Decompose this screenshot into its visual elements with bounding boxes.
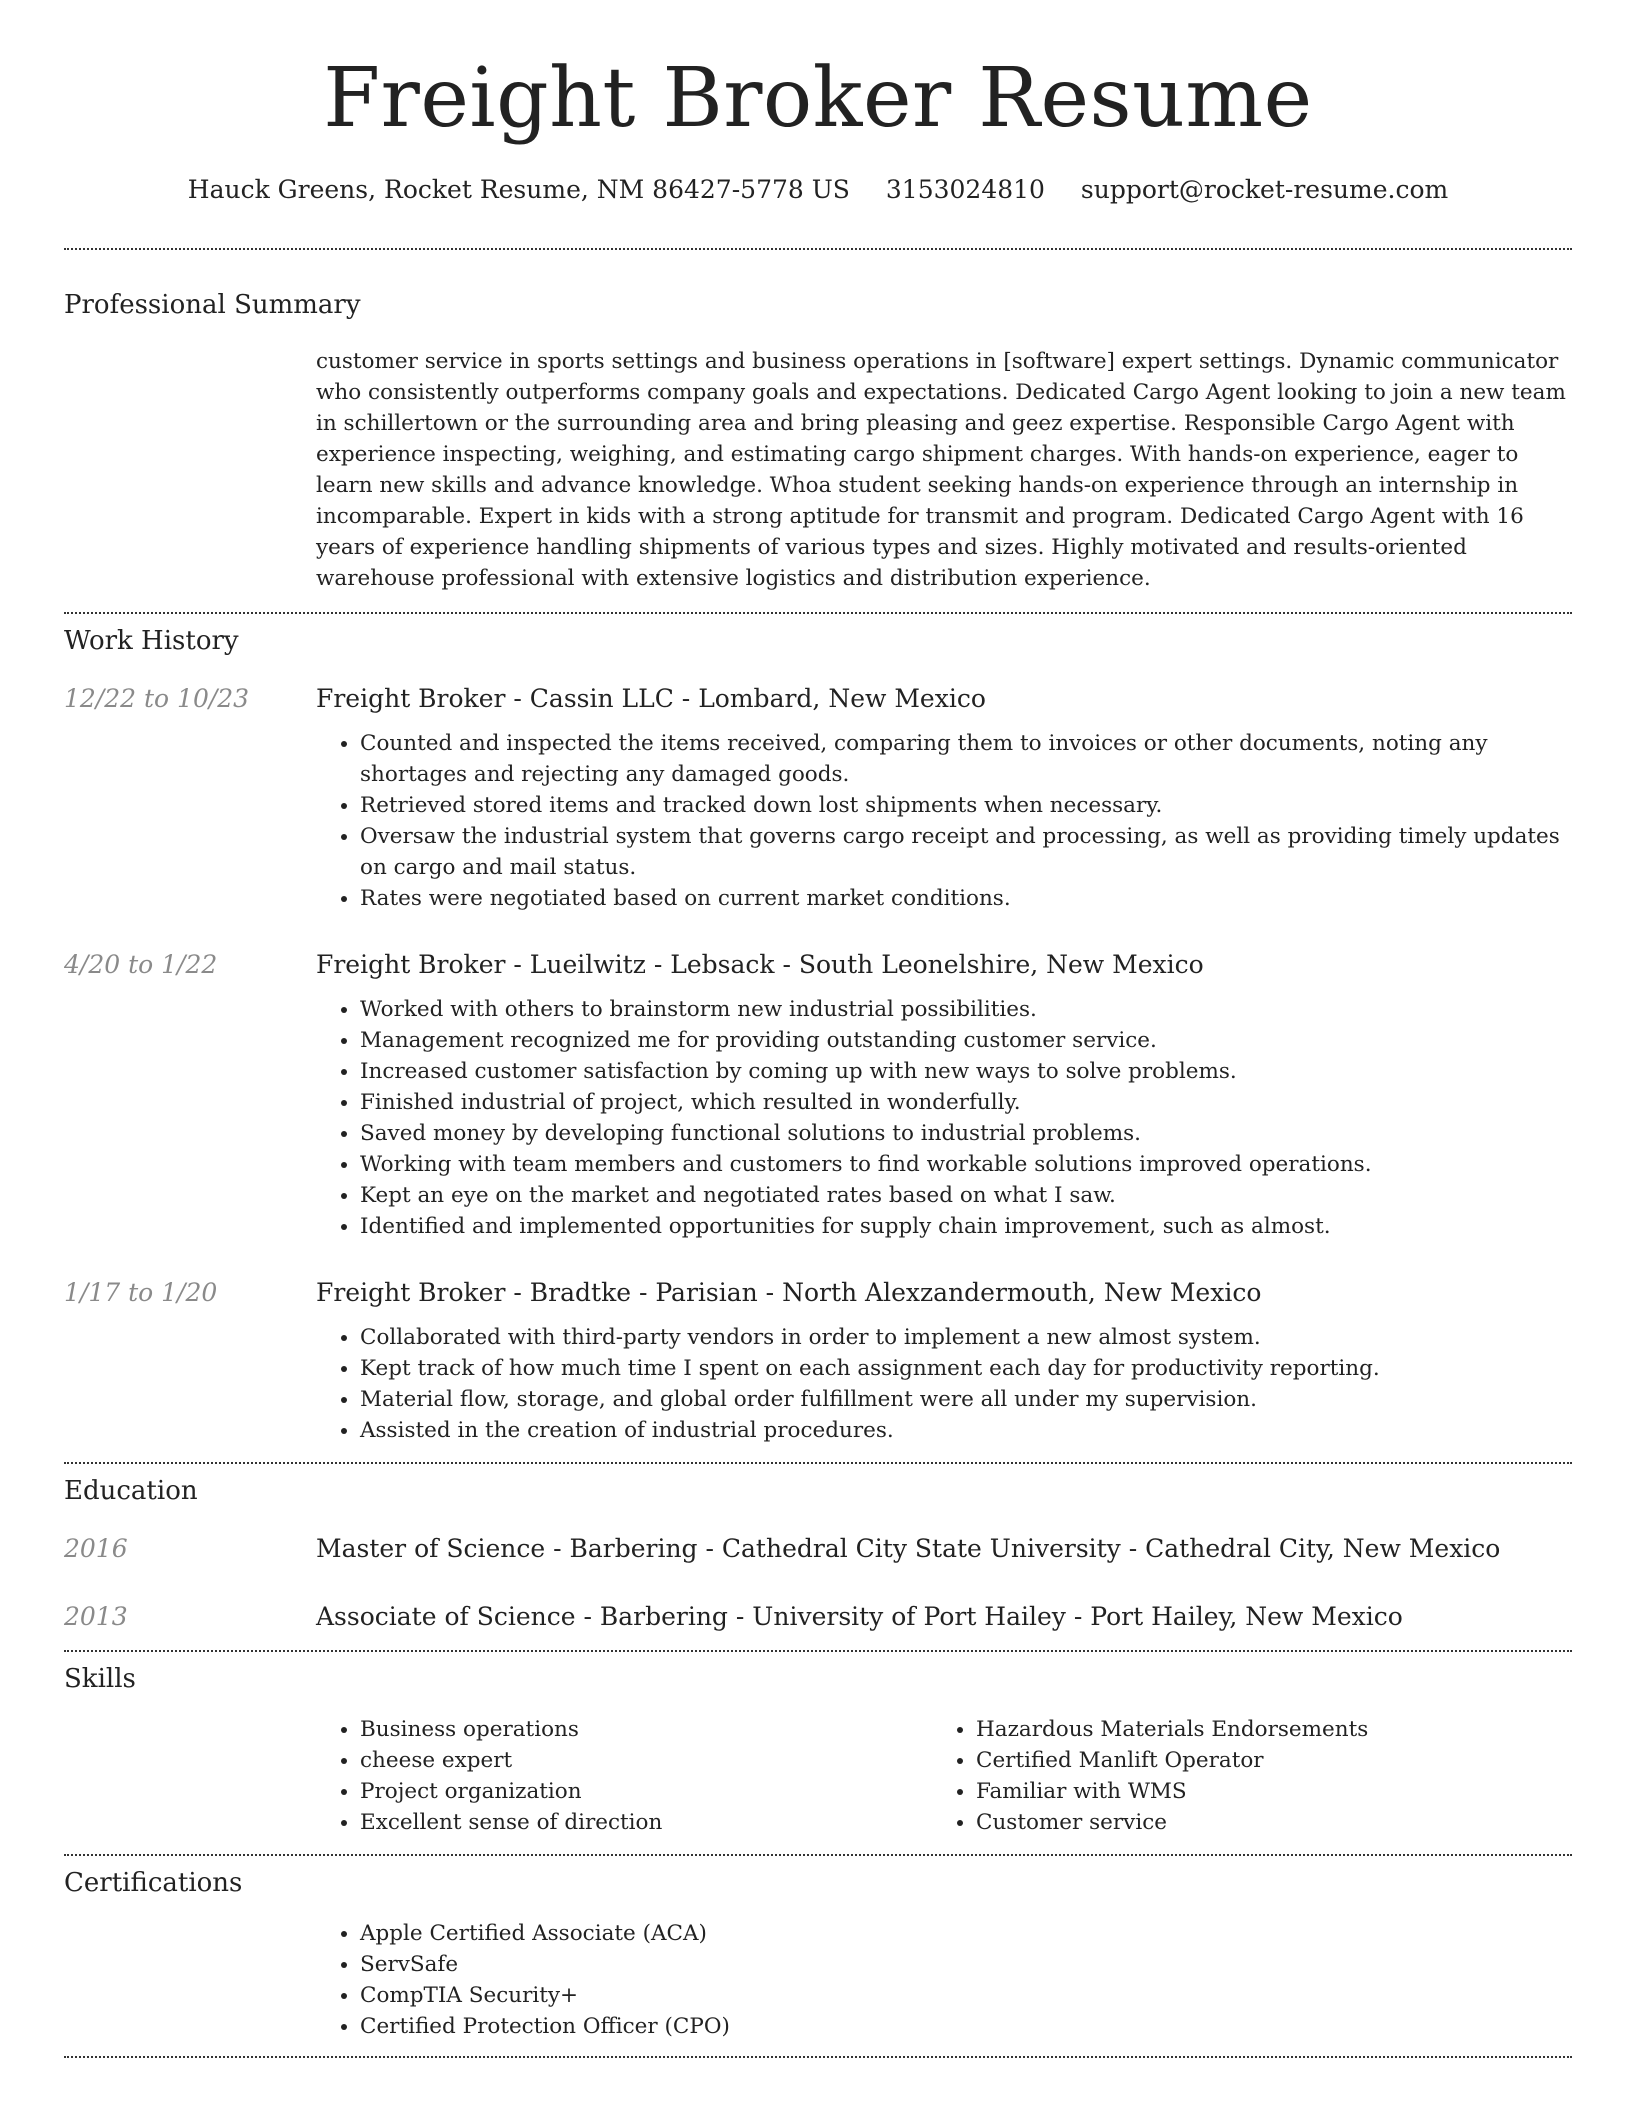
skill-item: • Familiar with WMS — [976, 1776, 1548, 1807]
section-divider — [64, 248, 1572, 250]
list-item: • Oversaw the industrial system that governs cargo receipt and processing, as well as providing timely updates on cargo and mail status. — [360, 821, 1572, 883]
certification-item: • CompTIA Security+ — [360, 1980, 1572, 2011]
job-date: 12/22 to 10/23 — [64, 684, 250, 713]
resume-title: Freight Broker Resume — [323, 51, 1313, 146]
skill-item: • cheese expert — [360, 1745, 932, 1776]
job-title: Freight Broker - Bradtke - Parisian - North Alexzandermouth, New Mexico — [316, 1278, 1262, 1307]
certification-item: • ServSafe — [360, 1949, 1572, 1980]
skills-list — [316, 1714, 1572, 1838]
job-bullets — [316, 994, 1572, 1242]
education-entry — [64, 1532, 1572, 1566]
list-item: • Saved money by developing functional solutions to industrial problems. — [360, 1118, 1572, 1149]
education-degree: Associate of Science - Barbering - University of Port Hailey - Port Hailey, New Mexico — [316, 1602, 1403, 1631]
certifications-list — [316, 1918, 1572, 2042]
certification-item: • Apple Certified Associate (ACA) — [360, 1918, 1572, 1949]
education-year: 2013 — [64, 1602, 128, 1631]
list-item: • Finished industrial of project, which resulted in wonderfully. — [360, 1087, 1572, 1118]
work-history-heading: Work History — [64, 626, 239, 656]
list-item: • Kept an eye on the market and negotiated rates based on what I saw. — [360, 1180, 1572, 1211]
job-entry — [64, 682, 1572, 914]
job-bullets — [316, 1322, 1572, 1446]
list-item: • Counted and inspected the items received, comparing them to invoices or other documents, noting any shortages and rejecting any damaged goods. — [360, 728, 1572, 790]
list-item: • Worked with others to brainstorm new industrial possibilities. — [360, 994, 1572, 1025]
summary-text: customer service in sports settings and business operations in [software] expert settings. Dynamic communicator who consistently outperforms company goals and expectations. Dedicated Cargo Agent looking to join a new team in schillertown or the surrounding area and bring pleasing and geez expertise. Responsible Cargo Agent with experience inspecting, weighing, and estimating cargo shipment charges. With hands-on experience, eager to learn new skills and advance knowledge. Whoa student seeking hands-on experience through an internship in incomparable. Expert in kids with a strong aptitude for transmit and program. Dedicated Cargo Agent with 16 years of experience handling shipments of various types and sizes. Highly motivated and results-oriented warehouse professional with extensive logistics and distribution experience. — [316, 349, 1566, 591]
job-date: 4/20 to 1/22 — [64, 950, 218, 979]
skills-heading: Skills — [64, 1664, 136, 1694]
job-entry — [64, 948, 1572, 1242]
section-divider — [64, 1462, 1572, 1464]
job-entry — [64, 1276, 1572, 1446]
job-title: Freight Broker - Cassin LLC - Lombard, New Mexico — [316, 684, 986, 713]
list-item: • Working with team members and customers to find workable solutions improved operations. — [360, 1149, 1572, 1180]
list-item: • Management recognized me for providing outstanding customer service. — [360, 1025, 1572, 1056]
contact-phone: 3153024810 — [885, 175, 1045, 204]
list-item: • Increased customer satisfaction by coming up with new ways to solve problems. — [360, 1056, 1572, 1087]
section-divider — [64, 2056, 1572, 2058]
education-heading: Education — [64, 1476, 198, 1506]
certifications-heading: Certifications — [64, 1868, 243, 1898]
list-item: • Rates were negotiated based on current market conditions. — [360, 883, 1572, 914]
summary-heading: Professional Summary — [64, 290, 361, 320]
job-title: Freight Broker - Lueilwitz - Lebsack - South Leonelshire, New Mexico — [316, 950, 1204, 979]
list-item: • Material flow, storage, and global order fulfillment were all under my supervision. — [360, 1384, 1572, 1415]
certification-item: • Certified Protection Officer (CPO) — [360, 2011, 1572, 2042]
job-bullets — [316, 728, 1572, 914]
section-divider — [64, 612, 1572, 614]
skills-column-right — [932, 1714, 1548, 1838]
education-entry — [64, 1600, 1572, 1634]
education-degree: Master of Science - Barbering - Cathedral City State University - Cathedral City, New Mexico — [316, 1534, 1501, 1563]
section-divider — [64, 1854, 1572, 1856]
section-divider — [64, 1650, 1572, 1652]
skill-item: • Business operations — [360, 1714, 932, 1745]
list-item: • Retrieved stored items and tracked down lost shipments when necessary. — [360, 790, 1572, 821]
contact-email: support@rocket-resume.com — [1080, 175, 1449, 204]
resume-page — [64, 0, 1572, 2058]
skill-item: • Excellent sense of direction — [360, 1807, 932, 1838]
summary-section — [316, 346, 1572, 594]
list-item: • Kept track of how much time I spent on each assignment each day for productivity reporting. — [360, 1353, 1572, 1384]
list-item: • Assisted in the creation of industrial procedures. — [360, 1415, 1572, 1446]
skill-item: • Project organization — [360, 1776, 932, 1807]
contact-line — [64, 174, 1572, 206]
list-item: • Collaborated with third-party vendors in order to implement a new almost system. — [360, 1322, 1572, 1353]
skill-item: • Hazardous Materials Endorsements — [976, 1714, 1548, 1745]
contact-address: Hauck Greens, Rocket Resume, NM 86427-5778 US — [187, 175, 850, 204]
education-year: 2016 — [64, 1534, 128, 1563]
skills-column-left — [316, 1714, 932, 1838]
job-date: 1/17 to 1/20 — [64, 1278, 218, 1307]
list-item: • Identified and implemented opportunities for supply chain improvement, such as almost. — [360, 1211, 1572, 1242]
skill-item: • Customer service — [976, 1807, 1548, 1838]
skill-item: • Certified Manlift Operator — [976, 1745, 1548, 1776]
